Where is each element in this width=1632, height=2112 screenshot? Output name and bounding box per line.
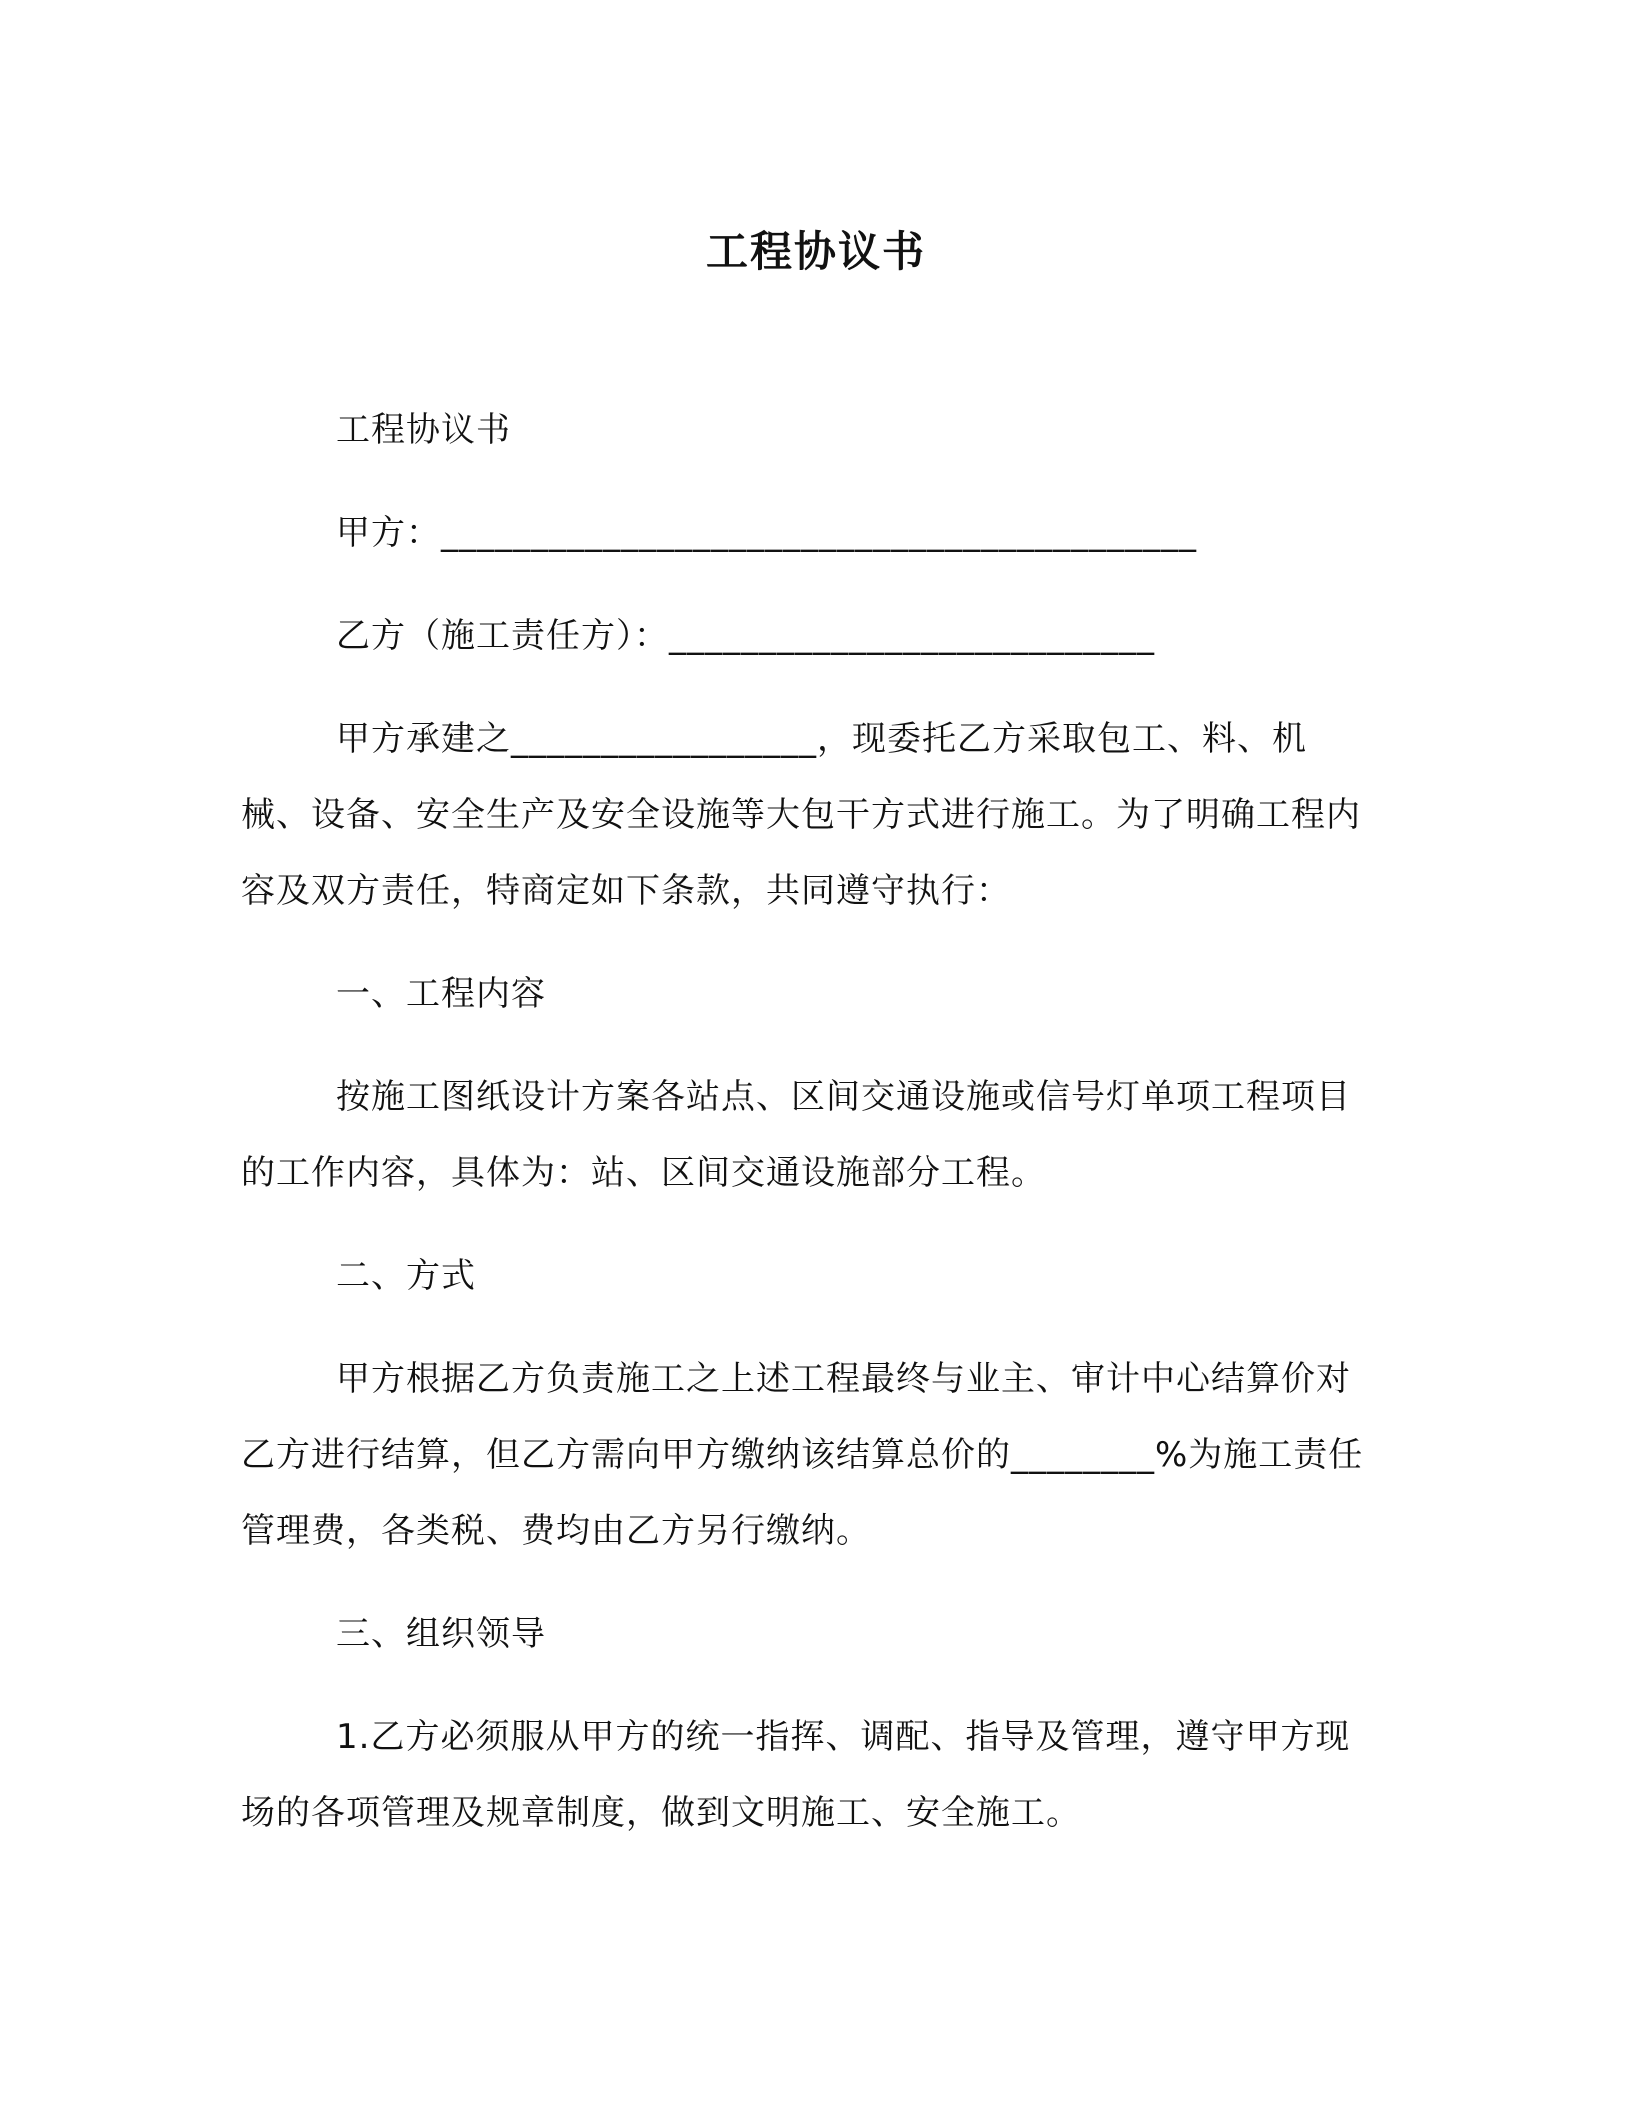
section-1-paragraph: 按施工图纸设计方案各站点、区间交通设施或信号灯单项工程项目的工作内容，具体为：站、区间交通设施部分工程。	[241, 1077, 1351, 1193]
document-title: 工程协议书	[705, 227, 926, 276]
subtitle-paragraph: 工程协议书	[336, 410, 511, 450]
section-2-paragraph: 甲方根据乙方负责施工之上述工程最终与业主、审计中心结算价对乙方进行结算，但乙方需向甲方缴纳该结算总价的________%为施工责任管理费，各类税、费均由乙方另行缴纳。	[241, 1359, 1364, 1551]
document-body	[241, 392, 1376, 1878]
section-heading-2: 二、方式	[336, 1256, 476, 1296]
party-a-line: 甲方：__________________________________________	[336, 513, 1197, 553]
section-3-paragraph: 1.乙方必须服从甲方的统一指挥、调配、指导及管理，遵守甲方现场的各项管理及规章制度，做到文明施工、安全施工。	[241, 1717, 1351, 1833]
intro-paragraph: 甲方承建之_________________，现委托乙方采取包工、料、机械、设备、安全生产及安全设施等大包干方式进行施工。为了明确工程内容及双方责任，特商定如下条款，共同遵守执行：	[241, 719, 1361, 911]
section-heading-1: 一、工程内容	[336, 974, 546, 1014]
section-heading-3: 三、组织领导	[336, 1614, 546, 1654]
party-b-line: 乙方（施工责任方）：___________________________	[336, 616, 1155, 656]
